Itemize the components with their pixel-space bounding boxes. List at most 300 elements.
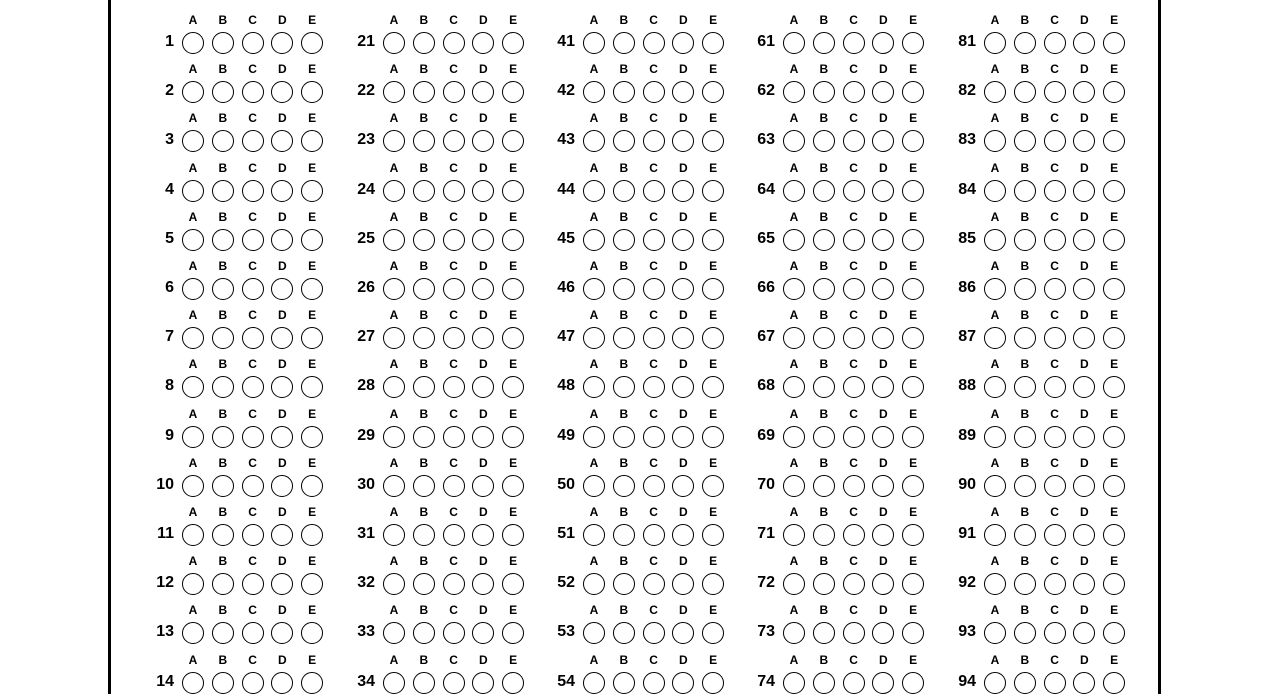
answer-bubble-54-e[interactable] (702, 672, 724, 694)
answer-bubble-30-b[interactable] (413, 475, 435, 497)
answer-bubble-94-e[interactable] (1103, 672, 1125, 694)
answer-bubble-13-e[interactable] (301, 622, 323, 644)
answer-bubble-45-e[interactable] (702, 229, 724, 251)
answer-bubble-14-e[interactable] (301, 672, 323, 694)
answer-bubble-68-c[interactable] (843, 376, 865, 398)
answer-bubble-69-e[interactable] (902, 426, 924, 448)
answer-bubble-13-c[interactable] (242, 622, 264, 644)
answer-bubble-8-b[interactable] (212, 376, 234, 398)
answer-bubble-9-c[interactable] (242, 426, 264, 448)
answer-bubble-63-a[interactable] (783, 130, 805, 152)
answer-bubble-44-d[interactable] (672, 180, 694, 202)
answer-bubble-74-a[interactable] (783, 672, 805, 694)
answer-bubble-23-e[interactable] (502, 130, 524, 152)
answer-bubble-23-a[interactable] (383, 130, 405, 152)
answer-bubble-69-a[interactable] (783, 426, 805, 448)
answer-bubble-86-c[interactable] (1044, 278, 1066, 300)
answer-bubble-4-a[interactable] (182, 180, 204, 202)
answer-bubble-1-d[interactable] (271, 32, 293, 54)
answer-bubble-92-c[interactable] (1044, 573, 1066, 595)
answer-bubble-32-e[interactable] (502, 573, 524, 595)
answer-bubble-64-b[interactable] (813, 180, 835, 202)
answer-bubble-42-e[interactable] (702, 81, 724, 103)
answer-bubble-93-a[interactable] (984, 622, 1006, 644)
answer-bubble-11-c[interactable] (242, 524, 264, 546)
answer-bubble-53-a[interactable] (583, 622, 605, 644)
answer-bubble-54-c[interactable] (643, 672, 665, 694)
answer-bubble-48-e[interactable] (702, 376, 724, 398)
answer-bubble-13-b[interactable] (212, 622, 234, 644)
answer-bubble-72-e[interactable] (902, 573, 924, 595)
answer-bubble-5-d[interactable] (271, 229, 293, 251)
answer-bubble-50-e[interactable] (702, 475, 724, 497)
answer-bubble-24-b[interactable] (413, 180, 435, 202)
answer-bubble-69-d[interactable] (872, 426, 894, 448)
answer-bubble-81-c[interactable] (1044, 32, 1066, 54)
answer-bubble-83-c[interactable] (1044, 130, 1066, 152)
answer-bubble-53-e[interactable] (702, 622, 724, 644)
answer-bubble-47-c[interactable] (643, 327, 665, 349)
answer-bubble-85-b[interactable] (1014, 229, 1036, 251)
answer-bubble-50-d[interactable] (672, 475, 694, 497)
answer-bubble-63-b[interactable] (813, 130, 835, 152)
answer-bubble-10-c[interactable] (242, 475, 264, 497)
answer-bubble-44-c[interactable] (643, 180, 665, 202)
answer-bubble-25-e[interactable] (502, 229, 524, 251)
answer-bubble-52-a[interactable] (583, 573, 605, 595)
answer-bubble-43-d[interactable] (672, 130, 694, 152)
answer-bubble-6-b[interactable] (212, 278, 234, 300)
answer-bubble-32-d[interactable] (472, 573, 494, 595)
answer-bubble-52-c[interactable] (643, 573, 665, 595)
answer-bubble-3-c[interactable] (242, 130, 264, 152)
answer-bubble-52-d[interactable] (672, 573, 694, 595)
answer-bubble-42-c[interactable] (643, 81, 665, 103)
answer-bubble-12-b[interactable] (212, 573, 234, 595)
answer-bubble-48-a[interactable] (583, 376, 605, 398)
answer-bubble-7-c[interactable] (242, 327, 264, 349)
answer-bubble-73-d[interactable] (872, 622, 894, 644)
answer-bubble-51-d[interactable] (672, 524, 694, 546)
answer-bubble-89-a[interactable] (984, 426, 1006, 448)
answer-bubble-31-c[interactable] (443, 524, 465, 546)
answer-bubble-13-d[interactable] (271, 622, 293, 644)
answer-bubble-10-d[interactable] (271, 475, 293, 497)
answer-bubble-47-b[interactable] (613, 327, 635, 349)
answer-bubble-45-b[interactable] (613, 229, 635, 251)
answer-bubble-62-c[interactable] (843, 81, 865, 103)
answer-bubble-10-e[interactable] (301, 475, 323, 497)
answer-bubble-94-b[interactable] (1014, 672, 1036, 694)
answer-bubble-7-a[interactable] (182, 327, 204, 349)
answer-bubble-82-d[interactable] (1073, 81, 1095, 103)
answer-bubble-73-c[interactable] (843, 622, 865, 644)
answer-bubble-22-d[interactable] (472, 81, 494, 103)
answer-bubble-27-d[interactable] (472, 327, 494, 349)
answer-bubble-68-a[interactable] (783, 376, 805, 398)
answer-bubble-91-c[interactable] (1044, 524, 1066, 546)
answer-bubble-69-c[interactable] (843, 426, 865, 448)
answer-bubble-72-c[interactable] (843, 573, 865, 595)
answer-bubble-93-e[interactable] (1103, 622, 1125, 644)
answer-bubble-61-d[interactable] (872, 32, 894, 54)
answer-bubble-72-d[interactable] (872, 573, 894, 595)
answer-bubble-45-d[interactable] (672, 229, 694, 251)
answer-bubble-8-c[interactable] (242, 376, 264, 398)
answer-bubble-81-b[interactable] (1014, 32, 1036, 54)
answer-bubble-32-b[interactable] (413, 573, 435, 595)
answer-bubble-65-c[interactable] (843, 229, 865, 251)
answer-bubble-71-d[interactable] (872, 524, 894, 546)
answer-bubble-64-d[interactable] (872, 180, 894, 202)
answer-bubble-85-a[interactable] (984, 229, 1006, 251)
answer-bubble-14-b[interactable] (212, 672, 234, 694)
answer-bubble-92-d[interactable] (1073, 573, 1095, 595)
answer-bubble-6-c[interactable] (242, 278, 264, 300)
answer-bubble-21-c[interactable] (443, 32, 465, 54)
answer-bubble-93-d[interactable] (1073, 622, 1095, 644)
answer-bubble-66-d[interactable] (872, 278, 894, 300)
answer-bubble-53-b[interactable] (613, 622, 635, 644)
answer-bubble-2-a[interactable] (182, 81, 204, 103)
answer-bubble-87-a[interactable] (984, 327, 1006, 349)
answer-bubble-68-d[interactable] (872, 376, 894, 398)
answer-bubble-33-a[interactable] (383, 622, 405, 644)
answer-bubble-87-e[interactable] (1103, 327, 1125, 349)
answer-bubble-46-d[interactable] (672, 278, 694, 300)
answer-bubble-63-e[interactable] (902, 130, 924, 152)
answer-bubble-94-c[interactable] (1044, 672, 1066, 694)
answer-bubble-2-c[interactable] (242, 81, 264, 103)
answer-bubble-27-a[interactable] (383, 327, 405, 349)
answer-bubble-52-b[interactable] (613, 573, 635, 595)
answer-bubble-82-a[interactable] (984, 81, 1006, 103)
answer-bubble-22-e[interactable] (502, 81, 524, 103)
answer-bubble-31-d[interactable] (472, 524, 494, 546)
answer-bubble-91-d[interactable] (1073, 524, 1095, 546)
answer-bubble-27-e[interactable] (502, 327, 524, 349)
answer-bubble-47-a[interactable] (583, 327, 605, 349)
answer-bubble-93-c[interactable] (1044, 622, 1066, 644)
answer-bubble-91-e[interactable] (1103, 524, 1125, 546)
answer-bubble-71-c[interactable] (843, 524, 865, 546)
answer-bubble-88-d[interactable] (1073, 376, 1095, 398)
answer-bubble-86-e[interactable] (1103, 278, 1125, 300)
answer-bubble-22-c[interactable] (443, 81, 465, 103)
answer-bubble-85-c[interactable] (1044, 229, 1066, 251)
answer-bubble-71-a[interactable] (783, 524, 805, 546)
answer-bubble-29-c[interactable] (443, 426, 465, 448)
answer-bubble-92-e[interactable] (1103, 573, 1125, 595)
answer-bubble-2-b[interactable] (212, 81, 234, 103)
answer-bubble-42-b[interactable] (613, 81, 635, 103)
answer-bubble-87-b[interactable] (1014, 327, 1036, 349)
answer-bubble-94-d[interactable] (1073, 672, 1095, 694)
answer-bubble-12-a[interactable] (182, 573, 204, 595)
answer-bubble-8-a[interactable] (182, 376, 204, 398)
answer-bubble-84-e[interactable] (1103, 180, 1125, 202)
answer-bubble-21-d[interactable] (472, 32, 494, 54)
answer-bubble-87-c[interactable] (1044, 327, 1066, 349)
answer-bubble-62-b[interactable] (813, 81, 835, 103)
answer-bubble-63-d[interactable] (872, 130, 894, 152)
answer-bubble-23-c[interactable] (443, 130, 465, 152)
answer-bubble-84-a[interactable] (984, 180, 1006, 202)
answer-bubble-29-d[interactable] (472, 426, 494, 448)
answer-bubble-81-a[interactable] (984, 32, 1006, 54)
answer-bubble-46-b[interactable] (613, 278, 635, 300)
answer-bubble-51-e[interactable] (702, 524, 724, 546)
answer-bubble-4-c[interactable] (242, 180, 264, 202)
answer-bubble-7-d[interactable] (271, 327, 293, 349)
answer-bubble-64-c[interactable] (843, 180, 865, 202)
answer-bubble-46-e[interactable] (702, 278, 724, 300)
answer-bubble-66-b[interactable] (813, 278, 835, 300)
answer-bubble-25-a[interactable] (383, 229, 405, 251)
answer-bubble-41-d[interactable] (672, 32, 694, 54)
answer-bubble-21-b[interactable] (413, 32, 435, 54)
answer-bubble-90-c[interactable] (1044, 475, 1066, 497)
answer-bubble-89-d[interactable] (1073, 426, 1095, 448)
answer-bubble-74-d[interactable] (872, 672, 894, 694)
answer-bubble-43-b[interactable] (613, 130, 635, 152)
answer-bubble-88-c[interactable] (1044, 376, 1066, 398)
answer-bubble-83-e[interactable] (1103, 130, 1125, 152)
answer-bubble-51-b[interactable] (613, 524, 635, 546)
answer-bubble-51-c[interactable] (643, 524, 665, 546)
answer-bubble-49-e[interactable] (702, 426, 724, 448)
answer-bubble-23-b[interactable] (413, 130, 435, 152)
answer-bubble-12-d[interactable] (271, 573, 293, 595)
answer-bubble-67-a[interactable] (783, 327, 805, 349)
answer-bubble-61-a[interactable] (783, 32, 805, 54)
answer-bubble-42-a[interactable] (583, 81, 605, 103)
answer-bubble-25-b[interactable] (413, 229, 435, 251)
answer-bubble-4-e[interactable] (301, 180, 323, 202)
answer-bubble-34-b[interactable] (413, 672, 435, 694)
answer-bubble-81-e[interactable] (1103, 32, 1125, 54)
answer-bubble-24-c[interactable] (443, 180, 465, 202)
answer-bubble-9-a[interactable] (182, 426, 204, 448)
answer-bubble-11-a[interactable] (182, 524, 204, 546)
answer-bubble-84-d[interactable] (1073, 180, 1095, 202)
answer-bubble-29-e[interactable] (502, 426, 524, 448)
answer-bubble-67-c[interactable] (843, 327, 865, 349)
answer-bubble-61-b[interactable] (813, 32, 835, 54)
answer-bubble-61-e[interactable] (902, 32, 924, 54)
answer-bubble-32-a[interactable] (383, 573, 405, 595)
answer-bubble-89-e[interactable] (1103, 426, 1125, 448)
answer-bubble-3-d[interactable] (271, 130, 293, 152)
answer-bubble-30-d[interactable] (472, 475, 494, 497)
answer-bubble-64-e[interactable] (902, 180, 924, 202)
answer-bubble-73-b[interactable] (813, 622, 835, 644)
answer-bubble-27-c[interactable] (443, 327, 465, 349)
answer-bubble-25-c[interactable] (443, 229, 465, 251)
answer-bubble-11-b[interactable] (212, 524, 234, 546)
answer-bubble-67-b[interactable] (813, 327, 835, 349)
answer-bubble-90-b[interactable] (1014, 475, 1036, 497)
answer-bubble-53-d[interactable] (672, 622, 694, 644)
answer-bubble-28-e[interactable] (502, 376, 524, 398)
answer-bubble-22-a[interactable] (383, 81, 405, 103)
answer-bubble-88-b[interactable] (1014, 376, 1036, 398)
answer-bubble-28-d[interactable] (472, 376, 494, 398)
answer-bubble-9-d[interactable] (271, 426, 293, 448)
answer-bubble-45-a[interactable] (583, 229, 605, 251)
answer-bubble-34-c[interactable] (443, 672, 465, 694)
answer-bubble-12-e[interactable] (301, 573, 323, 595)
answer-bubble-4-b[interactable] (212, 180, 234, 202)
answer-bubble-26-c[interactable] (443, 278, 465, 300)
answer-bubble-24-e[interactable] (502, 180, 524, 202)
answer-bubble-45-c[interactable] (643, 229, 665, 251)
answer-bubble-82-b[interactable] (1014, 81, 1036, 103)
answer-bubble-28-a[interactable] (383, 376, 405, 398)
answer-bubble-88-a[interactable] (984, 376, 1006, 398)
answer-bubble-52-e[interactable] (702, 573, 724, 595)
answer-bubble-93-b[interactable] (1014, 622, 1036, 644)
answer-bubble-50-a[interactable] (583, 475, 605, 497)
answer-bubble-48-d[interactable] (672, 376, 694, 398)
answer-bubble-14-a[interactable] (182, 672, 204, 694)
answer-bubble-9-e[interactable] (301, 426, 323, 448)
answer-bubble-51-a[interactable] (583, 524, 605, 546)
answer-bubble-83-b[interactable] (1014, 130, 1036, 152)
answer-bubble-31-a[interactable] (383, 524, 405, 546)
answer-bubble-41-b[interactable] (613, 32, 635, 54)
answer-bubble-74-c[interactable] (843, 672, 865, 694)
answer-bubble-50-b[interactable] (613, 475, 635, 497)
answer-bubble-46-a[interactable] (583, 278, 605, 300)
answer-bubble-92-a[interactable] (984, 573, 1006, 595)
answer-bubble-34-a[interactable] (383, 672, 405, 694)
answer-bubble-48-c[interactable] (643, 376, 665, 398)
answer-bubble-11-d[interactable] (271, 524, 293, 546)
answer-bubble-74-e[interactable] (902, 672, 924, 694)
answer-bubble-62-d[interactable] (872, 81, 894, 103)
answer-bubble-82-e[interactable] (1103, 81, 1125, 103)
answer-bubble-1-b[interactable] (212, 32, 234, 54)
answer-bubble-8-e[interactable] (301, 376, 323, 398)
answer-bubble-43-c[interactable] (643, 130, 665, 152)
answer-bubble-33-e[interactable] (502, 622, 524, 644)
answer-bubble-26-e[interactable] (502, 278, 524, 300)
answer-bubble-2-d[interactable] (271, 81, 293, 103)
answer-bubble-6-d[interactable] (271, 278, 293, 300)
answer-bubble-66-a[interactable] (783, 278, 805, 300)
answer-bubble-41-c[interactable] (643, 32, 665, 54)
answer-bubble-74-b[interactable] (813, 672, 835, 694)
answer-bubble-3-a[interactable] (182, 130, 204, 152)
answer-bubble-71-e[interactable] (902, 524, 924, 546)
answer-bubble-47-e[interactable] (702, 327, 724, 349)
answer-bubble-10-a[interactable] (182, 475, 204, 497)
answer-bubble-31-e[interactable] (502, 524, 524, 546)
answer-bubble-30-c[interactable] (443, 475, 465, 497)
answer-bubble-21-e[interactable] (502, 32, 524, 54)
answer-bubble-87-d[interactable] (1073, 327, 1095, 349)
answer-bubble-91-a[interactable] (984, 524, 1006, 546)
answer-bubble-46-c[interactable] (643, 278, 665, 300)
answer-bubble-49-b[interactable] (613, 426, 635, 448)
answer-bubble-13-a[interactable] (182, 622, 204, 644)
answer-bubble-50-c[interactable] (643, 475, 665, 497)
answer-bubble-44-b[interactable] (613, 180, 635, 202)
answer-bubble-22-b[interactable] (413, 81, 435, 103)
answer-bubble-66-e[interactable] (902, 278, 924, 300)
answer-bubble-85-e[interactable] (1103, 229, 1125, 251)
answer-bubble-84-b[interactable] (1014, 180, 1036, 202)
answer-bubble-70-a[interactable] (783, 475, 805, 497)
answer-bubble-65-a[interactable] (783, 229, 805, 251)
answer-bubble-33-b[interactable] (413, 622, 435, 644)
answer-bubble-7-e[interactable] (301, 327, 323, 349)
answer-bubble-5-a[interactable] (182, 229, 204, 251)
answer-bubble-48-b[interactable] (613, 376, 635, 398)
answer-bubble-34-e[interactable] (502, 672, 524, 694)
answer-bubble-91-b[interactable] (1014, 524, 1036, 546)
answer-bubble-49-c[interactable] (643, 426, 665, 448)
answer-bubble-8-d[interactable] (271, 376, 293, 398)
answer-bubble-29-a[interactable] (383, 426, 405, 448)
answer-bubble-29-b[interactable] (413, 426, 435, 448)
answer-bubble-54-d[interactable] (672, 672, 694, 694)
answer-bubble-81-d[interactable] (1073, 32, 1095, 54)
answer-bubble-89-b[interactable] (1014, 426, 1036, 448)
answer-bubble-70-e[interactable] (902, 475, 924, 497)
answer-bubble-49-a[interactable] (583, 426, 605, 448)
answer-bubble-24-a[interactable] (383, 180, 405, 202)
answer-bubble-41-a[interactable] (583, 32, 605, 54)
answer-bubble-11-e[interactable] (301, 524, 323, 546)
answer-bubble-49-d[interactable] (672, 426, 694, 448)
answer-bubble-73-e[interactable] (902, 622, 924, 644)
answer-bubble-64-a[interactable] (783, 180, 805, 202)
answer-bubble-42-d[interactable] (672, 81, 694, 103)
answer-bubble-3-e[interactable] (301, 130, 323, 152)
answer-bubble-72-b[interactable] (813, 573, 835, 595)
answer-bubble-44-e[interactable] (702, 180, 724, 202)
answer-bubble-4-d[interactable] (271, 180, 293, 202)
answer-bubble-65-e[interactable] (902, 229, 924, 251)
answer-bubble-86-b[interactable] (1014, 278, 1036, 300)
answer-bubble-30-a[interactable] (383, 475, 405, 497)
answer-bubble-6-e[interactable] (301, 278, 323, 300)
answer-bubble-90-e[interactable] (1103, 475, 1125, 497)
answer-bubble-44-a[interactable] (583, 180, 605, 202)
answer-bubble-25-d[interactable] (472, 229, 494, 251)
answer-bubble-63-c[interactable] (843, 130, 865, 152)
answer-bubble-3-b[interactable] (212, 130, 234, 152)
answer-bubble-71-b[interactable] (813, 524, 835, 546)
answer-bubble-5-b[interactable] (212, 229, 234, 251)
answer-bubble-28-c[interactable] (443, 376, 465, 398)
answer-bubble-10-b[interactable] (212, 475, 234, 497)
answer-bubble-23-d[interactable] (472, 130, 494, 152)
answer-bubble-72-a[interactable] (783, 573, 805, 595)
answer-bubble-85-d[interactable] (1073, 229, 1095, 251)
answer-bubble-62-a[interactable] (783, 81, 805, 103)
answer-bubble-67-e[interactable] (902, 327, 924, 349)
answer-bubble-73-a[interactable] (783, 622, 805, 644)
answer-bubble-28-b[interactable] (413, 376, 435, 398)
answer-bubble-30-e[interactable] (502, 475, 524, 497)
answer-bubble-26-a[interactable] (383, 278, 405, 300)
answer-bubble-66-c[interactable] (843, 278, 865, 300)
answer-bubble-1-e[interactable] (301, 32, 323, 54)
answer-bubble-43-e[interactable] (702, 130, 724, 152)
